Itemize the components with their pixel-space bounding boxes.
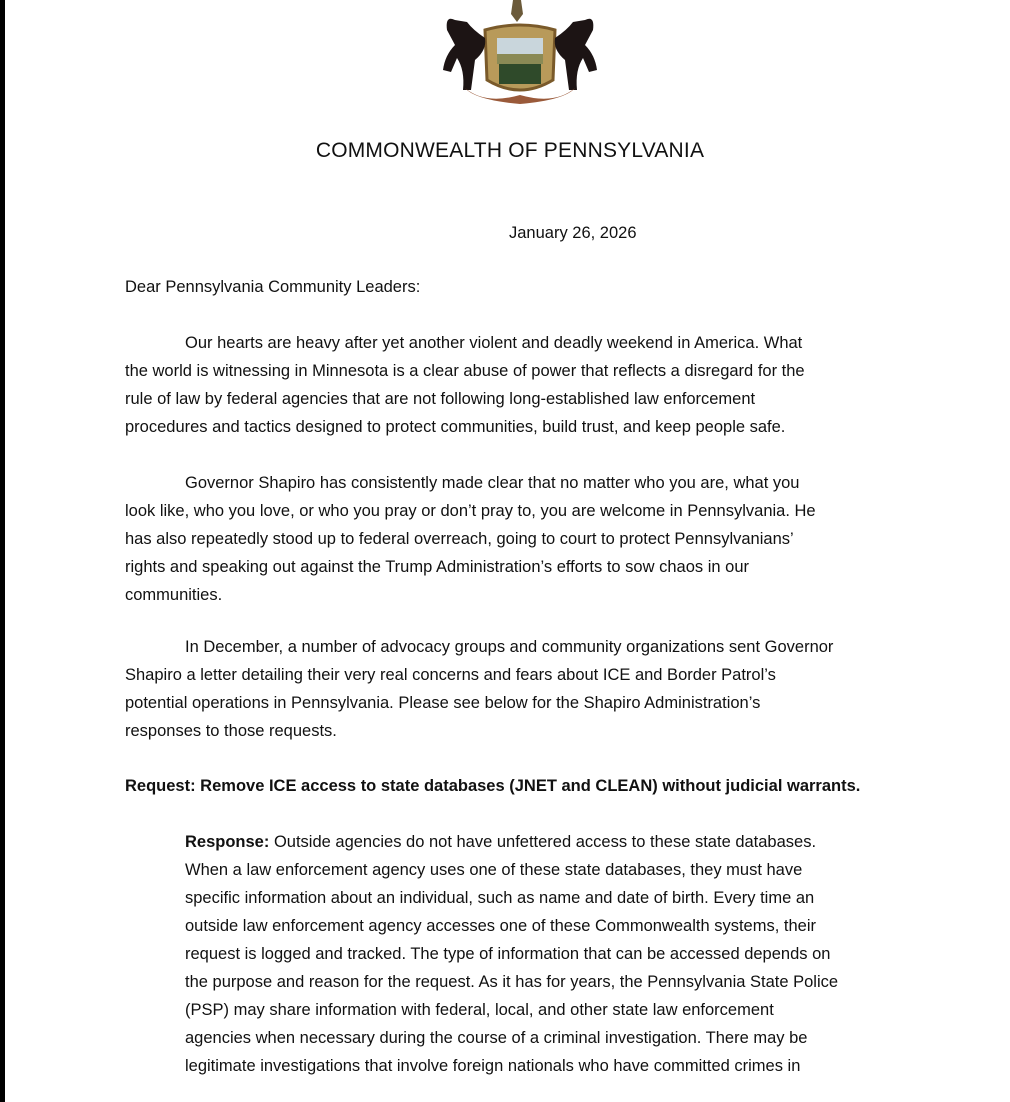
text-line: the purpose and reason for the request. As it has for years, the Pennsylvania State Police	[185, 973, 839, 991]
text-line: responses to those requests.	[125, 722, 337, 740]
letterhead-title: COMMONWEALTH OF PENNSYLVANIA	[315, 139, 705, 162]
text-line: agencies when necessary during the course of a criminal investigation. There may be	[185, 1029, 808, 1047]
text-line: When a law enforcement agency uses one of these state databases, they must have	[185, 861, 803, 879]
letter-date: January 26, 2026	[509, 224, 637, 242]
paragraph-2	[125, 469, 816, 609]
text-line: (PSP) may share information with federal, local, and other state law enforcement	[185, 1001, 774, 1019]
request-heading	[125, 772, 860, 800]
response-label: Response:	[185, 833, 270, 851]
text-line: Governor Shapiro has consistently made clear that no matter who you are, what you	[185, 474, 800, 492]
text-line: specific information about an individual, such as name and date of birth. Every time an	[185, 889, 815, 907]
paragraph-3	[125, 633, 833, 745]
text-line: look like, who you love, or who you pray or don’t pray to, you are welcome in Pennsylvania. He	[125, 502, 816, 520]
salutation	[125, 273, 420, 301]
text-line: Request: Remove ICE access to state databases (JNET and CLEAN) without judicial warrants.	[125, 777, 861, 795]
text-line: Our hearts are heavy after yet another violent and deadly weekend in America. What	[185, 334, 803, 352]
text-line: Response: Outside agencies do not have unfettered access to these state databases.	[185, 833, 817, 851]
text-line: has also repeatedly stood up to federal overreach, going to court to protect Pennsylvanians’	[125, 530, 794, 548]
pennsylvania-seal-icon	[425, 0, 615, 108]
paragraph-1	[125, 329, 805, 441]
text-line: request is logged and tracked. The type of information that can be accessed depends on	[185, 945, 831, 963]
text-line: outside law enforcement agency accesses one of these Commonwealth systems, their	[185, 917, 816, 935]
text-line: rule of law by federal agencies that are not following long-established law enforcement	[125, 390, 756, 408]
text-line: procedures and tactics designed to protect communities, build trust, and keep people safe.	[125, 418, 786, 436]
text-line: In December, a number of advocacy groups and community organizations sent Governor	[185, 638, 834, 656]
text-line: communities.	[125, 586, 223, 604]
scan-edge	[0, 0, 5, 1102]
text-line: potential operations in Pennsylvania. Please see below for the Shapiro Administration’s	[125, 694, 761, 712]
text-line: Dear Pennsylvania Community Leaders:	[125, 278, 421, 296]
text-line: legitimate investigations that involve foreign nationals who have committed crimes in	[185, 1057, 801, 1075]
text-line: the world is witnessing in Minnesota is a clear abuse of power that reflects a disregard for the	[125, 362, 805, 380]
response-block	[185, 828, 838, 1080]
text-line: rights and speaking out against the Trump Administration’s efforts to sow chaos in our	[125, 558, 749, 576]
text-line: Shapiro a letter detailing their very real concerns and fears about ICE and Border Patrol’s	[125, 666, 776, 684]
